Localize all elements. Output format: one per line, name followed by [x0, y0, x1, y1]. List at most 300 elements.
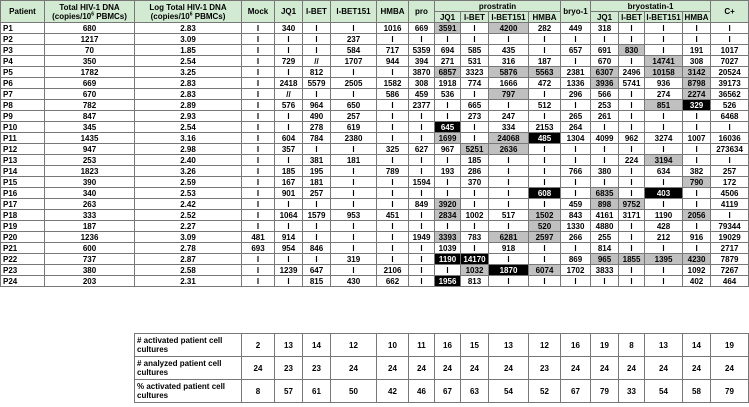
table-cell: I: [619, 177, 645, 188]
table-cell: 531: [461, 56, 489, 67]
table-row: [1, 23, 749, 34]
table-cell: 846: [303, 243, 331, 254]
header-pro: pro: [409, 1, 435, 23]
table-cell: I: [489, 177, 529, 188]
table-cell: 869: [561, 254, 591, 265]
table-cell: 263: [45, 199, 135, 210]
table-cell: I: [561, 100, 591, 111]
table-cell: 3.25: [135, 67, 242, 78]
table-cell: 172: [711, 177, 749, 188]
table-cell: I: [529, 155, 561, 166]
table-cell: 2.53: [135, 188, 242, 199]
patient-id-cell: P16: [1, 188, 45, 199]
table-cell: 944: [377, 56, 409, 67]
table-cell: 536: [435, 89, 461, 100]
table-cell: 316: [489, 56, 529, 67]
table-cell: 224: [619, 155, 645, 166]
table-cell: 340: [45, 188, 135, 199]
table-cell: I: [242, 56, 275, 67]
patient-id-cell: P2: [1, 34, 45, 45]
table-cell: 2056: [683, 210, 711, 221]
table-cell: 1017: [711, 45, 749, 56]
table-cell: I: [489, 34, 529, 45]
table-row: [1, 133, 749, 144]
table-cell: 278: [303, 122, 331, 133]
table-row: [1, 45, 749, 56]
table-cell: 6281: [489, 232, 529, 243]
summary-cell: 10: [377, 334, 409, 357]
table-cell: 273: [461, 111, 489, 122]
table-cell: 2.83: [135, 78, 242, 89]
table-cell: I: [242, 144, 275, 155]
table-cell: I: [242, 122, 275, 133]
table-cell: 1594: [409, 177, 435, 188]
table-cell: I: [529, 243, 561, 254]
table-cell: 669: [409, 23, 435, 34]
table-cell: 2.83: [135, 89, 242, 100]
table-cell: 3591: [435, 23, 461, 34]
table-cell: 3870: [409, 67, 435, 78]
table-cell: I: [489, 254, 529, 265]
table-cell: I: [683, 188, 711, 199]
table-cell: I: [242, 254, 275, 265]
patient-id-cell: P22: [1, 254, 45, 265]
subheader-prostratin-ibet: I-BET: [461, 12, 489, 23]
table-cell: //: [275, 89, 303, 100]
table-row: [1, 254, 749, 265]
summary-cell: 11: [409, 334, 435, 357]
table-cell: 187: [45, 221, 135, 232]
table-cell: 657: [561, 45, 591, 56]
table-cell: 394: [409, 56, 435, 67]
table-cell: 350: [45, 56, 135, 67]
table-cell: I: [331, 221, 377, 232]
table-cell: 851: [645, 100, 683, 111]
table-cell: I: [489, 155, 529, 166]
table-cell: I: [529, 144, 561, 155]
table-cell: 662: [377, 276, 409, 287]
table-cell: 901: [275, 188, 303, 199]
table-cell: 3833: [591, 265, 619, 276]
table-cell: 253: [591, 100, 619, 111]
patient-id-cell: P7: [1, 89, 45, 100]
table-row: [1, 221, 749, 232]
table-cell: 4506: [711, 188, 749, 199]
table-cell: 1956: [435, 276, 461, 287]
table-cell: I: [331, 188, 377, 199]
table-cell: 3142: [683, 67, 711, 78]
table-cell: I: [529, 199, 561, 210]
table-cell: 1190: [645, 210, 683, 221]
table-cell: I: [619, 122, 645, 133]
table-cell: 334: [489, 122, 529, 133]
summary-cell: 79: [591, 380, 619, 403]
table-cell: 16036: [711, 133, 749, 144]
header-bryo1: bryo-1: [561, 1, 591, 23]
table-cell: I: [619, 232, 645, 243]
patient-id-cell: P23: [1, 265, 45, 276]
table-cell: 647: [303, 265, 331, 276]
summary-cell: 63: [461, 380, 489, 403]
table-cell: 789: [377, 166, 409, 177]
table-cell: I: [303, 23, 331, 34]
summary-cell: 54: [489, 380, 529, 403]
table-cell: 24068: [489, 133, 529, 144]
table-row: [1, 155, 749, 166]
table-cell: 370: [461, 177, 489, 188]
table-cell: I: [645, 243, 683, 254]
table-cell: 694: [435, 45, 461, 56]
table-cell: 650: [331, 100, 377, 111]
summary-cell: 33: [619, 380, 645, 403]
table-cell: 2380: [331, 133, 377, 144]
table-cell: I: [619, 34, 645, 45]
table-cell: 1666: [489, 78, 529, 89]
summary-cell: 12: [331, 334, 377, 357]
table-row: [1, 276, 749, 287]
table-cell: 2.87: [135, 254, 242, 265]
summary-cell: 13: [275, 334, 303, 357]
table-cell: I: [529, 177, 561, 188]
table-cell: I: [303, 199, 331, 210]
table-cell: 472: [529, 78, 561, 89]
table-cell: I: [489, 276, 529, 287]
table-cell: 953: [331, 210, 377, 221]
table-cell: 1502: [529, 210, 561, 221]
table-cell: 380: [45, 265, 135, 276]
patient-id-cell: P3: [1, 45, 45, 56]
table-cell: 264: [561, 122, 591, 133]
table-cell: 1582: [377, 78, 409, 89]
table-cell: I: [242, 210, 275, 221]
table-cell: 36562: [711, 89, 749, 100]
table-cell: I: [409, 188, 435, 199]
table-cell: 2.78: [135, 243, 242, 254]
table-cell: 1016: [377, 23, 409, 34]
table-cell: 7267: [711, 265, 749, 276]
table-cell: 1949: [409, 232, 435, 243]
table-cell: 430: [331, 276, 377, 287]
table-cell: I: [489, 166, 529, 177]
table-cell: I: [242, 23, 275, 34]
table-cell: I: [461, 34, 489, 45]
table-cell: 526: [711, 100, 749, 111]
table-cell: 3171: [619, 210, 645, 221]
summary-row: [135, 357, 749, 380]
table-cell: 380: [591, 166, 619, 177]
table-cell: 737: [45, 254, 135, 265]
table-cell: I: [435, 221, 461, 232]
table-cell: 784: [303, 133, 331, 144]
summary-cell: 24: [331, 357, 377, 380]
table-cell: I: [331, 177, 377, 188]
table-cell: 2.52: [135, 210, 242, 221]
table-cell: 619: [331, 122, 377, 133]
header-mock: Mock: [242, 1, 275, 23]
summary-cell: 24: [435, 357, 461, 380]
summary-row: [135, 334, 749, 357]
table-cell: I: [619, 276, 645, 287]
table-cell: 340: [275, 23, 303, 34]
table-cell: 2.89: [135, 100, 242, 111]
table-cell: 847: [45, 111, 135, 122]
table-cell: 7027: [711, 56, 749, 67]
summary-cell: 12: [529, 334, 561, 357]
table-cell: 464: [711, 276, 749, 287]
table-cell: I: [561, 243, 591, 254]
table-cell: I: [331, 23, 377, 34]
summary-cell: 14: [303, 334, 331, 357]
table-cell: 14741: [645, 56, 683, 67]
table-cell: 782: [45, 100, 135, 111]
table-cell: I: [711, 122, 749, 133]
table-cell: I: [303, 232, 331, 243]
patient-id-cell: P6: [1, 78, 45, 89]
table-cell: I: [461, 122, 489, 133]
table-cell: I: [619, 111, 645, 122]
table-cell: I: [377, 34, 409, 45]
table-cell: 296: [561, 89, 591, 100]
table-cell: 282: [529, 23, 561, 34]
table-cell: I: [591, 276, 619, 287]
patient-id-cell: P10: [1, 122, 45, 133]
table-cell: I: [683, 122, 711, 133]
table-cell: I: [242, 166, 275, 177]
table-cell: I: [409, 166, 435, 177]
table-cell: I: [561, 34, 591, 45]
table-cell: 257: [711, 166, 749, 177]
table-cell: 4119: [711, 199, 749, 210]
header-ibet151: I-BET151: [331, 1, 377, 23]
summary-cell: 24: [242, 357, 275, 380]
table-cell: 2106: [377, 265, 409, 276]
table-cell: I: [435, 100, 461, 111]
table-cell: 3.16: [135, 133, 242, 144]
table-row: [1, 34, 749, 45]
table-cell: I: [619, 89, 645, 100]
table-cell: I: [461, 243, 489, 254]
table-cell: I: [461, 188, 489, 199]
summary-cell: 8: [619, 334, 645, 357]
table-cell: I: [242, 67, 275, 78]
table-cell: I: [409, 221, 435, 232]
table-cell: 2.40: [135, 155, 242, 166]
table-cell: I: [489, 199, 529, 210]
table-cell: 1064: [275, 210, 303, 221]
header-jq1: JQ1: [275, 1, 303, 23]
table-cell: 6468: [711, 111, 749, 122]
table-cell: 5579: [303, 78, 331, 89]
table-cell: 1918: [435, 78, 461, 89]
table-cell: I: [645, 34, 683, 45]
summary-table: [134, 333, 749, 403]
summary-cell: 24: [561, 357, 591, 380]
table-cell: I: [645, 122, 683, 133]
table-cell: I: [489, 100, 529, 111]
patient-id-cell: P4: [1, 56, 45, 67]
table-cell: I: [242, 111, 275, 122]
table-cell: 693: [242, 243, 275, 254]
table-cell: 181: [331, 155, 377, 166]
table-cell: I: [331, 89, 377, 100]
table-cell: 390: [45, 177, 135, 188]
table-cell: 212: [645, 232, 683, 243]
table-cell: 680: [45, 23, 135, 34]
table-cell: 1435: [45, 133, 135, 144]
table-cell: 403: [645, 188, 683, 199]
table-cell: 187: [529, 56, 561, 67]
summary-cell: 79: [711, 380, 749, 403]
patient-id-cell: P15: [1, 177, 45, 188]
table-cell: 967: [435, 144, 461, 155]
table-cell: I: [561, 155, 591, 166]
table-cell: I: [489, 188, 529, 199]
summary-cell: 24: [683, 357, 711, 380]
table-cell: 3323: [461, 67, 489, 78]
table-cell: 2.54: [135, 56, 242, 67]
patient-id-cell: P13: [1, 155, 45, 166]
table-cell: 382: [683, 166, 711, 177]
table-cell: 1190: [435, 254, 461, 265]
table-cell: 286: [461, 166, 489, 177]
summary-cell: 46: [409, 380, 435, 403]
header-patient: Patient: [1, 1, 45, 23]
summary-row: [135, 380, 749, 403]
summary-cell: 19: [591, 334, 619, 357]
table-cell: 849: [409, 199, 435, 210]
table-cell: I: [331, 243, 377, 254]
table-cell: I: [645, 111, 683, 122]
table-cell: 2.27: [135, 221, 242, 232]
table-cell: 203: [45, 276, 135, 287]
table-cell: I: [275, 111, 303, 122]
table-cell: 5251: [461, 144, 489, 155]
table-cell: I: [275, 199, 303, 210]
table-cell: I: [409, 122, 435, 133]
table-cell: I: [619, 56, 645, 67]
table-cell: I: [591, 177, 619, 188]
table-cell: 1699: [435, 133, 461, 144]
table-cell: 783: [461, 232, 489, 243]
table-cell: 8798: [683, 78, 711, 89]
header-total-hiv-dna-line1: Total HIV-1 DNA: [59, 2, 120, 12]
table-cell: 3194: [645, 155, 683, 166]
table-cell: 459: [561, 199, 591, 210]
table-cell: 10158: [645, 67, 683, 78]
patient-id-cell: P12: [1, 144, 45, 155]
table-row: [1, 177, 749, 188]
table-cell: 670: [45, 89, 135, 100]
table-cell: 3920: [435, 199, 461, 210]
table-cell: 2153: [529, 122, 561, 133]
summary-label: # analyzed patient cell cultures: [135, 357, 242, 380]
table-cell: 1823: [45, 166, 135, 177]
table-cell: I: [242, 265, 275, 276]
table-cell: I: [409, 34, 435, 45]
table-row: [1, 144, 749, 155]
table-cell: 237: [331, 34, 377, 45]
table-cell: 481: [242, 232, 275, 243]
table-cell: 255: [591, 232, 619, 243]
table-cell: 2.58: [135, 265, 242, 276]
table-cell: I: [619, 23, 645, 34]
summary-cell: 13: [489, 334, 529, 357]
table-row: [1, 232, 749, 243]
table-cell: I: [303, 34, 331, 45]
table-cell: I: [377, 155, 409, 166]
table-cell: I: [275, 67, 303, 78]
subheader-bryostatin-jq1: JQ1: [591, 12, 619, 23]
summary-cell: 54: [645, 380, 683, 403]
table-cell: 253: [45, 155, 135, 166]
table-cell: 185: [275, 166, 303, 177]
summary-cell: 16: [561, 334, 591, 357]
table-cell: I: [377, 100, 409, 111]
table-cell: I: [242, 276, 275, 287]
table-row: [1, 265, 749, 276]
table-cell: 3393: [435, 232, 461, 243]
table-cell: I: [645, 144, 683, 155]
table-cell: I: [683, 144, 711, 155]
table-cell: I: [561, 276, 591, 287]
table-cell: 665: [461, 100, 489, 111]
table-cell: 914: [275, 232, 303, 243]
table-row: [1, 210, 749, 221]
header-ibet: I-BET: [303, 1, 331, 23]
table-cell: 1330: [561, 221, 591, 232]
table-row: [1, 78, 749, 89]
table-cell: I: [435, 177, 461, 188]
table-cell: 2.93: [135, 111, 242, 122]
header-prostratin-group: prostratin: [435, 1, 561, 12]
subheader-prostratin-jq1: JQ1: [435, 12, 461, 23]
table-cell: I: [435, 265, 461, 276]
table-cell: 566: [591, 89, 619, 100]
table-cell: 5563: [529, 67, 561, 78]
table-cell: I: [409, 133, 435, 144]
summary-cell: 14: [683, 334, 711, 357]
table-cell: 325: [377, 144, 409, 155]
table-cell: I: [275, 276, 303, 287]
header-total-hiv-dna-unit: ($copies/10^6$ PBMCs): [52, 10, 127, 21]
table-cell: 274: [645, 89, 683, 100]
patient-id-cell: P21: [1, 243, 45, 254]
table-cell: I: [242, 78, 275, 89]
table-cell: I: [619, 265, 645, 276]
table-cell: 79344: [711, 221, 749, 232]
summary-cell: 23: [529, 357, 561, 380]
subheader-bryostatin-ibet151: I-BET151: [646, 12, 681, 22]
table-cell: I: [242, 100, 275, 111]
table-cell: 815: [303, 276, 331, 287]
table-cell: 1.85: [135, 45, 242, 56]
summary-label: # activated patient cell cultures: [135, 334, 242, 357]
table-cell: I: [711, 23, 749, 34]
table-cell: I: [377, 199, 409, 210]
table-cell: 345: [45, 122, 135, 133]
header-total-hiv-dna: [45, 1, 135, 23]
table-cell: I: [461, 221, 489, 232]
table-row: [1, 199, 749, 210]
table-cell: I: [242, 89, 275, 100]
table-cell: I: [529, 111, 561, 122]
table-cell: 965: [591, 254, 619, 265]
table-cell: I: [461, 89, 489, 100]
table-cell: 3274: [645, 133, 683, 144]
table-cell: 319: [331, 254, 377, 265]
table-cell: I: [242, 45, 275, 56]
table-cell: 1032: [461, 265, 489, 276]
